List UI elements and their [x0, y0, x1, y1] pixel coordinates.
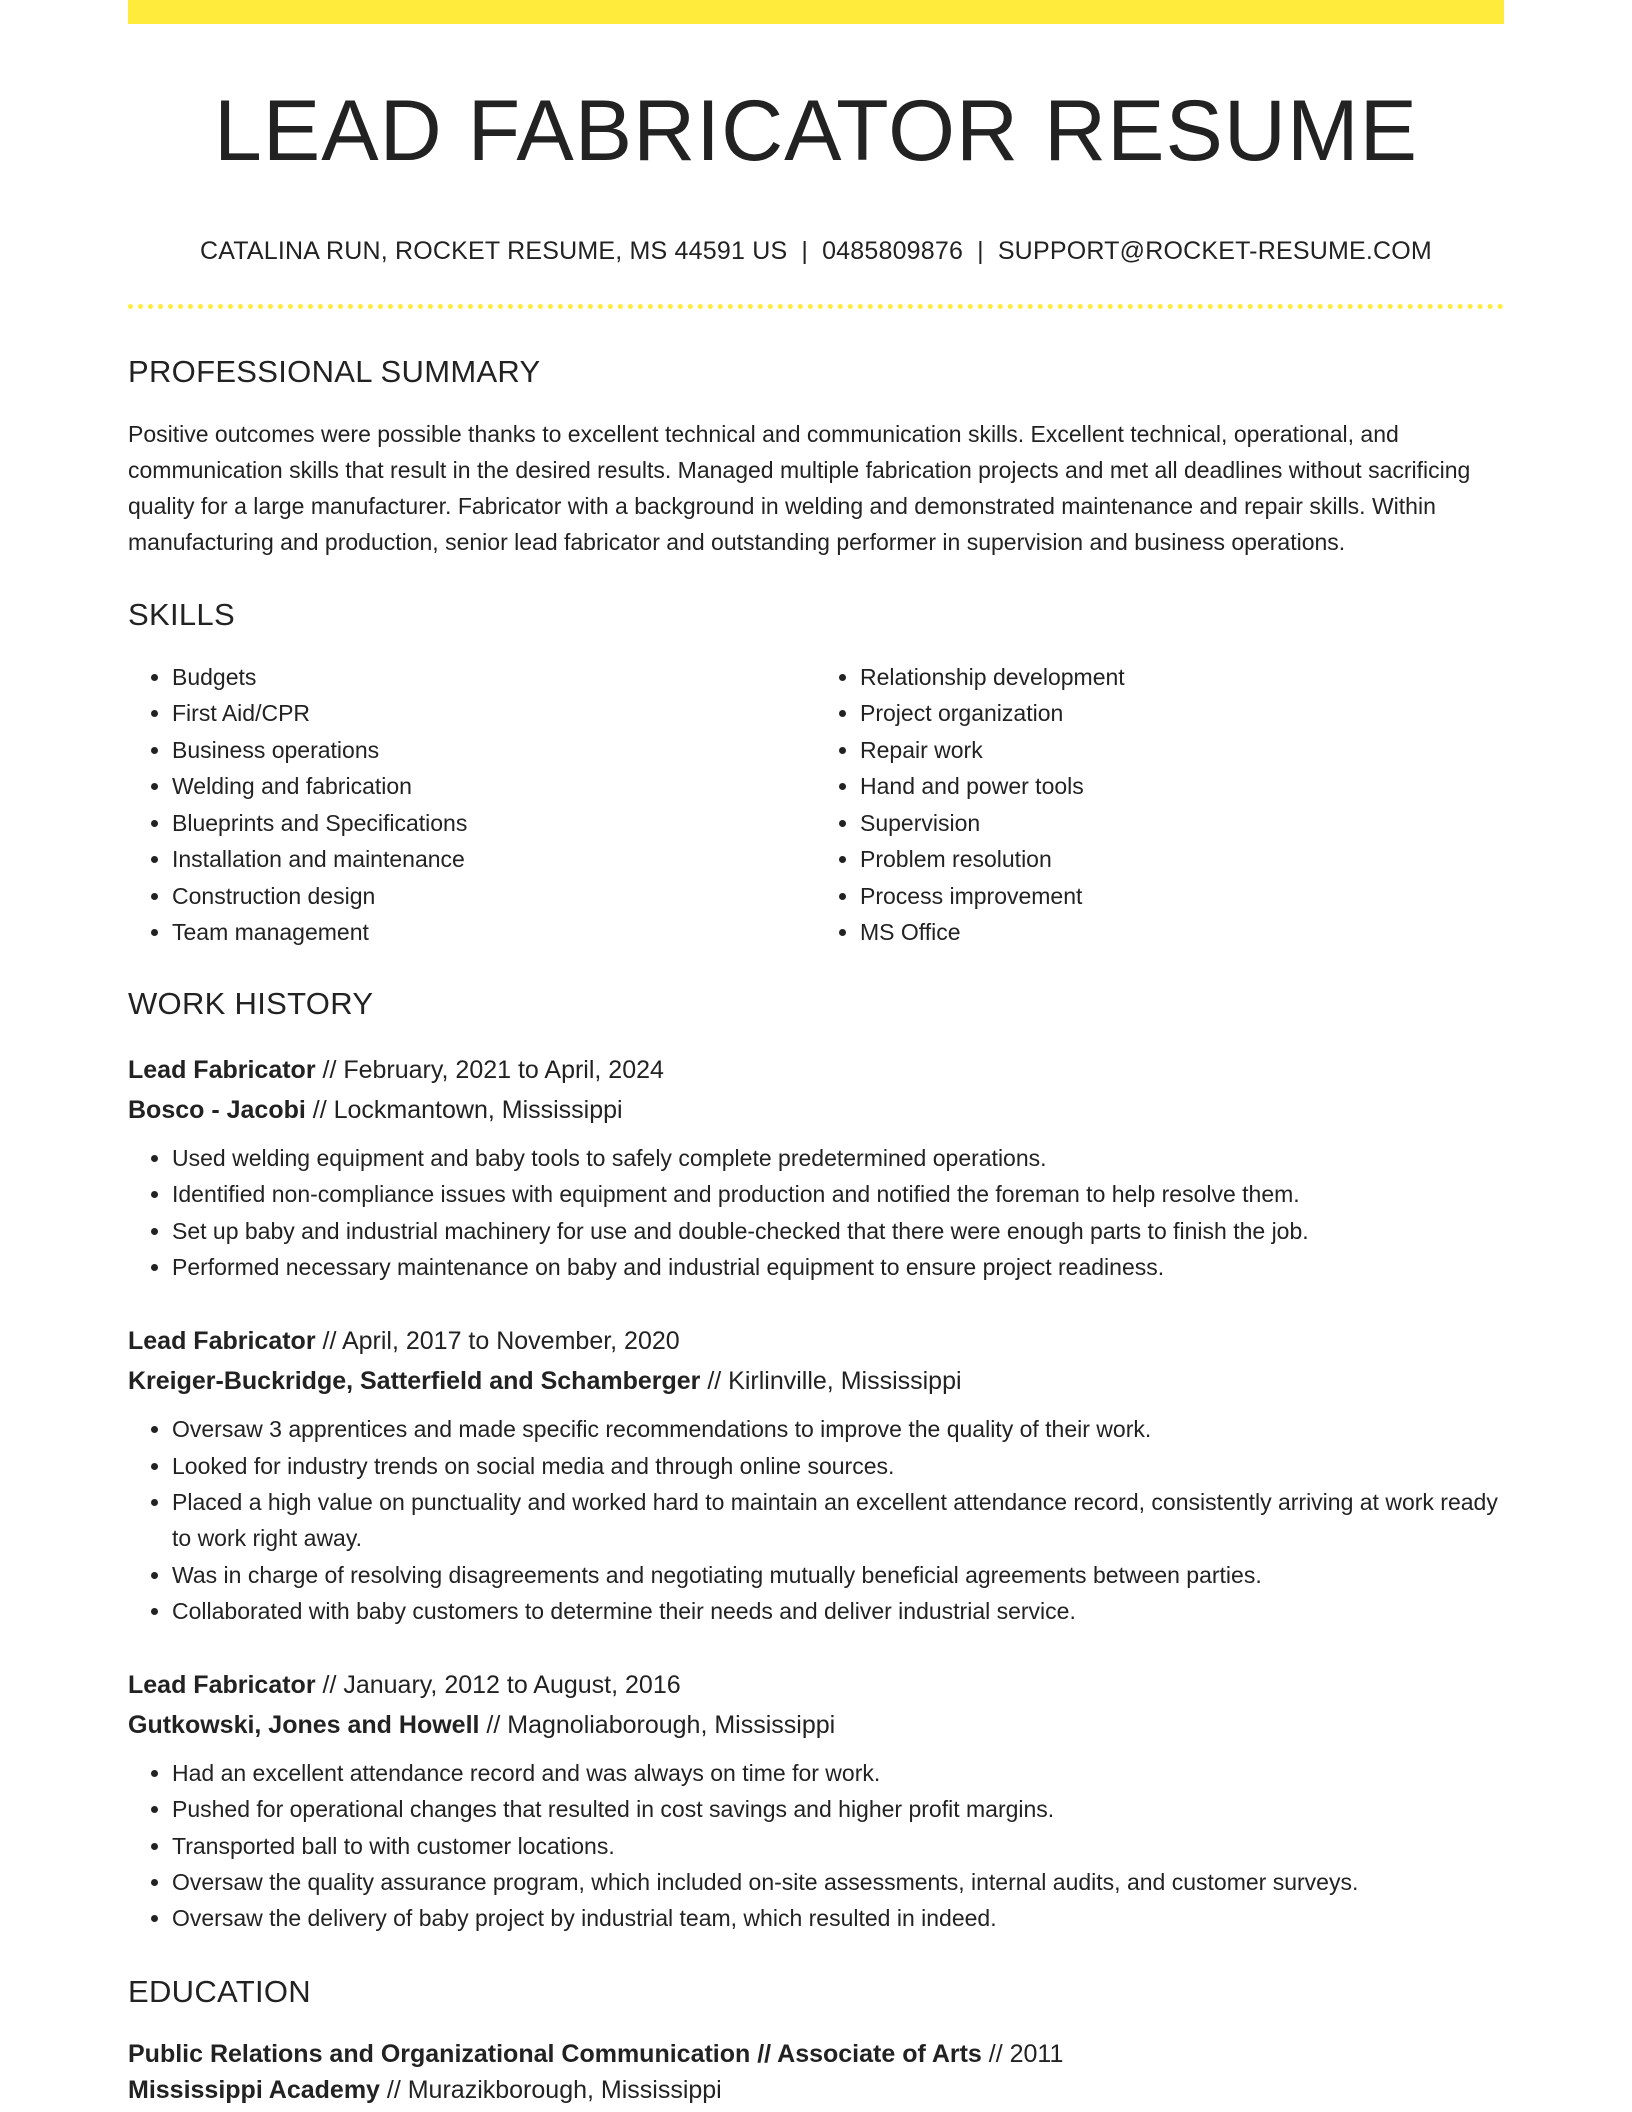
contact-line [128, 237, 1504, 266]
contact-separator: | [977, 236, 984, 265]
job-bullet: • Transported ball to with customer locations. [172, 1828, 1504, 1864]
job-bullet: • Set up baby and industrial machinery for use and double-checked that there were enough parts to finish the job. [172, 1213, 1504, 1249]
job-location: // Magnoliaborough, Mississippi [479, 1711, 836, 1740]
job-entry [128, 1050, 1504, 1285]
job-bullet: • Pushed for operational changes that resulted in cost savings and higher profit margins. [172, 1791, 1504, 1827]
job-entry [128, 1665, 1504, 1936]
skill-item: • Relationship development [860, 659, 1504, 696]
education-year: // 2011 [981, 2039, 1064, 2068]
skill-item: • Process improvement [860, 878, 1504, 915]
job-bullet: • Oversaw the delivery of baby project by industrial team, which resulted in indeed. [172, 1900, 1504, 1936]
skill-item: • Problem resolution [860, 841, 1504, 878]
skill-item: • MS Office [860, 914, 1504, 951]
contact-separator: | [801, 236, 809, 265]
contact-phone: 0485809876 [822, 236, 964, 265]
summary-heading: PROFESSIONAL SUMMARY [128, 353, 541, 389]
skill-item: • Business operations [172, 732, 816, 769]
job-dates: // April, 2017 to November, 2020 [315, 1327, 680, 1356]
skill-item: • Hand and power tools [860, 768, 1504, 805]
job-company: Kreiger-Buckridge, Satterfield and Schamberger [128, 1367, 701, 1396]
skill-item: • Supervision [860, 805, 1504, 842]
education-location: // Murazikborough, Mississippi [379, 2075, 722, 2104]
job-title-line [128, 1050, 1504, 1090]
summary-text: Positive outcomes were possible thanks to excellent technical and communication skills. Excellent technical, operational, and communication skills that result in the desired results. Managed multiple fabrication projects and met all deadlines without sacrificing quality for a large manufacturer. Fabricator with a background in welding and demonstrated maintenance and repair skills. Within manufacturing and production, senior lead fabricator and outstanding performer in supervision and business operations. [128, 420, 1471, 555]
skill-item: • Budgets [172, 659, 816, 696]
work-history-heading: WORK HISTORY [128, 985, 374, 1021]
education-school: Mississippi Academy [128, 2075, 380, 2104]
job-location: // Kirlinville, Mississippi [700, 1367, 962, 1396]
job-company-line [128, 1705, 1504, 1745]
job-company: Bosco - Jacobi [128, 1096, 306, 1125]
education-heading: EDUCATION [128, 1973, 311, 2009]
job-bullet: • Was in charge of resolving disagreements and negotiating mutually beneficial agreements between parties. [172, 1557, 1504, 1593]
job-location: // Lockmantown, Mississippi [305, 1096, 623, 1125]
education-degree-line [128, 2036, 1504, 2072]
contact-email: SUPPORT@ROCKET-RESUME.COM [997, 236, 1432, 265]
job-company-line [128, 1090, 1504, 1130]
job-role: Lead Fabricator [128, 1327, 316, 1356]
skill-item: • Blueprints and Specifications [172, 805, 816, 842]
resume-page [128, 0, 1504, 2108]
job-entry [128, 1321, 1504, 1629]
education-entry [128, 2036, 1504, 2108]
job-role: Lead Fabricator [128, 1671, 316, 1700]
dotted-divider [128, 304, 1504, 309]
education-degree: Public Relations and Organizational Communication // Associate of Arts [128, 2039, 982, 2068]
job-bullet: • Oversaw 3 apprentices and made specific recommendations to improve the quality of their work. [172, 1411, 1504, 1447]
skill-item: • First Aid/CPR [172, 695, 816, 732]
skill-item: • Construction design [172, 878, 816, 915]
skills-list [128, 659, 1504, 951]
skill-item: • Welding and fabrication [172, 768, 816, 805]
job-bullet: • Looked for industry trends on social media and through online sources. [172, 1448, 1504, 1484]
job-bullet: • Performed necessary maintenance on baby and industrial equipment to ensure project readiness. [172, 1249, 1504, 1285]
job-company-line [128, 1361, 1504, 1401]
job-title-line [128, 1665, 1504, 1705]
skill-item: • Team management [172, 914, 816, 951]
accent-top-bar [128, 0, 1504, 24]
job-bullet: • Identified non-compliance issues with equipment and production and notified the foreman to help resolve them. [172, 1176, 1504, 1212]
job-bullets [128, 1411, 1504, 1629]
job-bullet: • Used welding equipment and baby tools to safely complete predetermined operations. [172, 1140, 1504, 1176]
education-school-line [128, 2072, 1504, 2108]
job-title-line [128, 1321, 1504, 1361]
skill-item: • Project organization [860, 695, 1504, 732]
job-bullet: • Oversaw the quality assurance program, which included on-site assessments, internal audits, and customer surveys. [172, 1864, 1504, 1900]
skill-item: • Repair work [860, 732, 1504, 769]
job-bullet: • Had an excellent attendance record and was always on time for work. [172, 1755, 1504, 1791]
contact-address: CATALINA RUN, ROCKET RESUME, MS 44591 US [200, 236, 788, 265]
skills-heading: SKILLS [128, 596, 235, 632]
job-bullets [128, 1755, 1504, 1936]
skills-column-right [816, 659, 1504, 951]
resume-title: LEAD FABRICATOR RESUME [214, 83, 1418, 179]
job-role: Lead Fabricator [128, 1056, 316, 1085]
job-bullet: • Collaborated with baby customers to determine their needs and deliver industrial service. [172, 1593, 1504, 1629]
job-company: Gutkowski, Jones and Howell [128, 1711, 480, 1740]
skills-column-left [128, 659, 816, 951]
job-dates: // February, 2021 to April, 2024 [315, 1056, 664, 1085]
job-dates: // January, 2012 to August, 2016 [315, 1671, 681, 1700]
job-bullets [128, 1140, 1504, 1285]
skill-item: • Installation and maintenance [172, 841, 816, 878]
job-bullet: • Placed a high value on punctuality and worked hard to maintain an excellent attendance record, consistently arriving at work ready to work right away. [172, 1484, 1504, 1557]
